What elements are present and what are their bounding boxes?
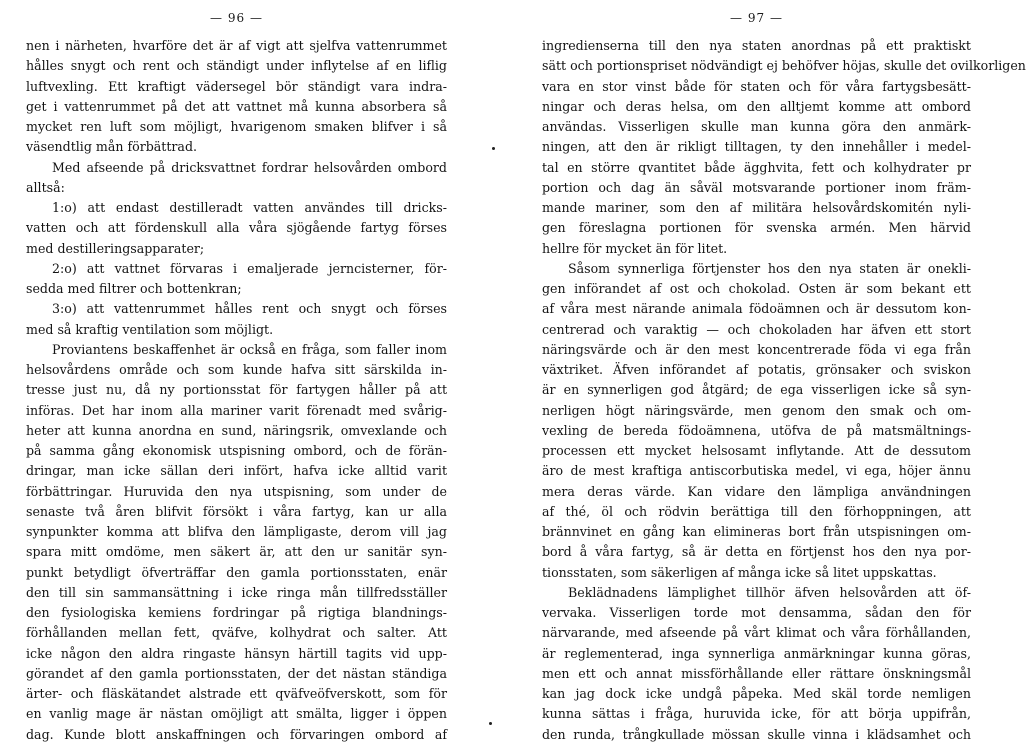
text-line: sätt och portionspriset nödvändigt ej behöfver höjas, skulle det ovilkorligen xyxy=(542,58,1026,74)
text-line: vervaka. Visserligen torde mot densamma, sådan den för xyxy=(542,605,971,620)
text-line: punkt betydligt öfverträffar den gamla portionsstaten, enär xyxy=(26,564,447,580)
page-number: — 97 — xyxy=(730,11,783,25)
text-line: tal en större qvantitet både ägghvita, fett och kolhydrater pr xyxy=(542,159,971,175)
text-line: af thé, öl och rödvin berättiga till den förhoppningen, att xyxy=(542,503,971,519)
text-line: ningen, att den är rikligt tilltagen, ty den innehåller i medel- xyxy=(542,139,971,155)
text-line: portion och dag än såväl motsvarande portioner inom främ- xyxy=(542,179,971,195)
text-line: görandet af den gamla portionsstaten, der det nästan ständiga xyxy=(26,665,447,681)
text-line: tresse just nu, då ny portionsstat för fartygen håller på att xyxy=(26,382,447,398)
text-line: ärter- och fläskätandet alstrade ett qväfveöfverskott, som för xyxy=(26,686,447,701)
text-line: på samma gång ekonomisk utspisning ombord, och de förän- xyxy=(26,443,447,458)
text-line: men ett och annat missförhållande eller rättare önskningsmål xyxy=(542,665,971,681)
text-line: af våra mest närande animala födoämnen och är dessutom kon- xyxy=(542,301,971,317)
text-line: vexling de bereda födoämnena, utöfva de på matsmältnings- xyxy=(542,422,971,438)
text-line: kunna sättas i fråga, huruvida icke, för att börja uppifrån, xyxy=(542,706,971,722)
text-line: get i vattenrummet på det att vattnet må kunna absorbera så xyxy=(26,98,447,114)
page-number: — 96 — xyxy=(210,11,263,25)
text-line: tionsstaten, som säkerligen af många icke så litet uppskattas. xyxy=(542,564,937,580)
text-line: med så kraftig ventilation som möjligt. xyxy=(26,321,274,337)
print-speck xyxy=(489,722,492,725)
text-line: bord å våra fartyg, så är detta en förtjenst hos den nya por- xyxy=(542,544,971,560)
text-line: ingredienserna till den nya staten anordnas på ett praktiskt xyxy=(542,38,971,53)
text-line: äro de mest kraftiga antiscorbutiska medel, vi ega, höjer ännu xyxy=(542,463,971,479)
page-text xyxy=(542,36,1026,745)
text-line: införas. Det har inom alla mariner varit förenadt med svårig- xyxy=(26,402,447,418)
text-line: gen införandet af ost och chokolad. Osten är som bekant ett xyxy=(542,281,971,296)
text-line: mande mariner, som den af militära helsovårdskomitén nyli- xyxy=(542,200,971,215)
text-line: användas. Visserligen skulle man kunna göra den anmärk- xyxy=(542,119,971,134)
text-line: Med afseende på dricksvattnet fordrar helsovården ombord xyxy=(52,159,447,175)
text-line: synpunkter komma att blifva den lämpligaste, derom vill jag xyxy=(26,524,447,539)
text-line: den fysiologiska kemiens fordringar på rigtiga blandnings- xyxy=(26,605,447,620)
text-line: brännvinet en gång kan elimineras bort från utspisningen om- xyxy=(542,524,971,539)
text-line: dag. Kunde blott anskaffningen och förvaringen ombord af xyxy=(26,726,447,742)
print-speck xyxy=(492,147,495,150)
text-line: centrerad och varaktig — och chokoladen har äfven ett stort xyxy=(542,321,971,337)
text-line: förbättringar. Huruvida den nya utspisning, som under de xyxy=(26,483,447,499)
text-line: senaste två åren blifvit försökt i våra fartyg, kan ur alla xyxy=(26,503,447,519)
text-line: nerligen högt näringsvärde, men genom den smak och om- xyxy=(542,402,971,418)
text-line: är reglementerad, inga synnerliga anmärkningar kunna göras, xyxy=(542,645,971,661)
page-text xyxy=(26,36,447,745)
text-line: processen ett mycket helsosamt inflytande. Att de dessutom xyxy=(542,443,971,458)
text-line: dringar, man icke sällan deri infört, hafva icke alltid varit xyxy=(26,463,447,479)
text-line: luftvexling. Ett kraftigt vädersegel bör ständigt vara indra- xyxy=(26,78,447,94)
text-line: nen i närheten, hvarföre det är af vigt att sjelfva vattenrummet xyxy=(26,38,447,53)
text-line: vatten och att fördenskull alla våra sjögående fartyg förses xyxy=(26,220,447,236)
text-line: kan jag dock icke undgå påpeka. Med skäl torde nemligen xyxy=(542,686,971,701)
text-line: spara mitt omdöme, men säkert är, att den ur sanitär syn- xyxy=(26,544,447,560)
text-line: heter att kunna anordna en sund, näringsrik, omvexlande och xyxy=(26,422,447,438)
text-line: en vanlig mage är nästan omöjligt att smälta, ligger i öppen xyxy=(26,706,447,722)
text-line: hellre för mycket än för litet. xyxy=(542,240,728,256)
text-line: den runda, trångkullade mössan skulle vinna i klädsamhet och xyxy=(542,726,971,742)
text-line: ningar och deras helsa, om den alltjemt komme att ombord xyxy=(542,98,971,114)
text-line: 2:o) att vattnet förvaras i emaljerade jerncisterner, för- xyxy=(52,260,447,276)
text-line: vara en stor vinst både för staten och för våra fartygsbesätt- xyxy=(542,78,971,94)
text-line: Beklädnadens lämplighet tillhör äfven helsovården att öf- xyxy=(568,584,971,600)
text-line: mera deras värde. Kan vidare den lämpliga användningen xyxy=(542,483,971,499)
text-line: 3:o) att vattenrummet hålles rent och snygt och förses xyxy=(52,301,447,317)
text-line: växtriket. Äfven införandet af potatis, grönsaker och sviskon xyxy=(542,362,971,377)
text-line: mycket ren luft som möjligt, hvarigenom smaken blifver i så xyxy=(26,119,447,134)
text-line: Såsom synnerliga förtjenster hos den nya staten är onekli- xyxy=(568,260,971,276)
text-line: är en synnerligen god åtgärd; de ega visserligen icke så syn- xyxy=(542,382,971,398)
text-line: gen föreslagna portionen för svenska armén. Men härvid xyxy=(542,220,971,236)
text-line: Proviantens beskaffenhet är också en fråga, som faller inom xyxy=(52,341,447,357)
text-line: icke någon den aldra ringaste hänsyn härtill tagits vid upp- xyxy=(26,645,447,661)
text-line: näringsvärde och är den mest koncentrerade föda vi ega från xyxy=(542,341,971,357)
text-line: förhållanden mellan fett, qväfve, kolhydrat och salter. Att xyxy=(26,625,447,641)
text-line: 1:o) att endast destilleradt vatten användes till dricks- xyxy=(52,200,447,215)
text-line: helsovårdens område och som kunde hafva sitt särskilda in- xyxy=(26,362,447,377)
text-line: hålles snygt och rent och ständigt under inflytelse af en liflig xyxy=(26,58,447,74)
text-line: alltså: xyxy=(26,179,65,195)
text-line: den till sin sammansättning i icke ringa mån tillfredsställer xyxy=(26,584,447,600)
text-line: med destilleringsapparater; xyxy=(26,240,205,256)
text-line: närvarande, med afseende på vårt klimat och våra förhållanden, xyxy=(542,625,971,641)
text-line: väsendtlig mån förbättrad. xyxy=(26,139,198,155)
text-line: sedda med filtrer och bottenkran; xyxy=(26,281,242,296)
